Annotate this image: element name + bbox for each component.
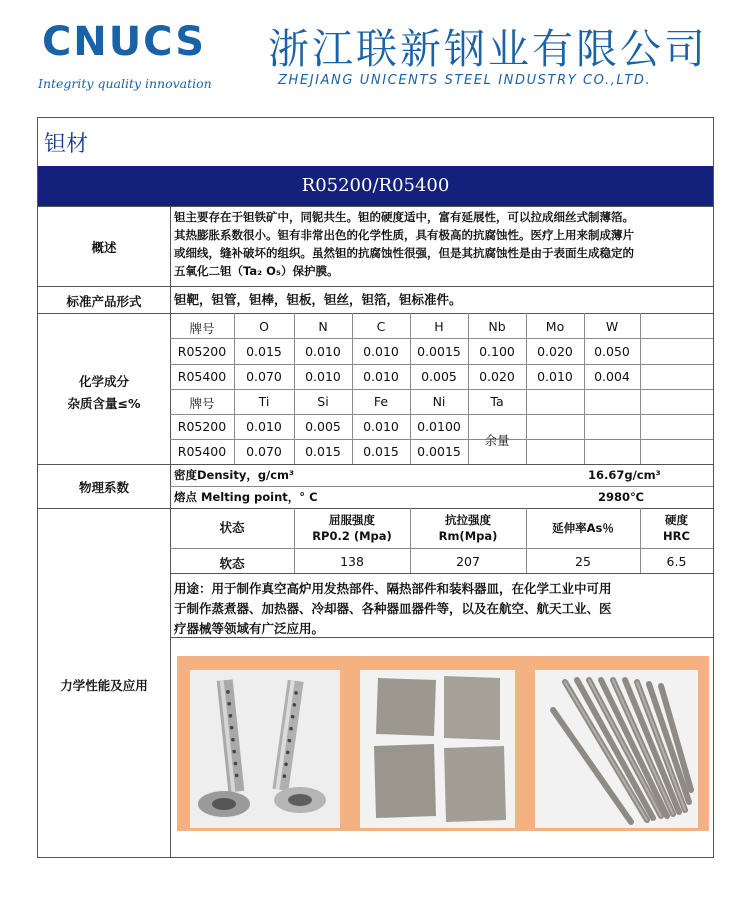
logo-tagline: Integrity quality innovation bbox=[38, 76, 212, 91]
chem-value-cell: 0.020 bbox=[537, 344, 573, 359]
chem-header-cell: Ni bbox=[432, 394, 446, 409]
chem-value-cell: 0.015 bbox=[246, 344, 282, 359]
chem-header-cell: Ti bbox=[258, 394, 270, 409]
chem-value-cell: 0.004 bbox=[594, 369, 630, 384]
chem-value-cell: 0.020 bbox=[479, 369, 515, 384]
product-photo-tantalum-rods bbox=[535, 670, 698, 828]
overview-line-4: 五氧化二钽（Ta₂ O₅）保护膜。 bbox=[174, 264, 339, 278]
product-photo-perforated-tubes bbox=[190, 670, 340, 828]
forms-label: 标准产品形式 bbox=[66, 294, 142, 309]
company-name-cn: 浙江联新钢业有限公司 bbox=[268, 25, 708, 73]
mech-header-elongation: 延伸率As％ bbox=[552, 521, 614, 535]
chem-value-cell: 0.010 bbox=[537, 369, 573, 384]
mech-yield-value: 138 bbox=[340, 554, 364, 569]
overview-line-1: 钽主要存在于钽铁矿中，同铌共生。钽的硬度适中，富有延展性，可以拉成细丝式制薄箔。 bbox=[174, 210, 634, 224]
product-photo-tantalum-plates bbox=[360, 670, 515, 828]
chem-value-cell: 0.005 bbox=[421, 369, 457, 384]
chemistry-label-1: 化学成分 bbox=[78, 374, 129, 389]
mech-hardness-value: 6.5 bbox=[666, 554, 687, 569]
chem-value-cell: 0.0100 bbox=[417, 419, 461, 434]
mech-header-tensile-2: Rm(Mpa) bbox=[438, 529, 498, 543]
chem-header-cell: Fe bbox=[373, 394, 389, 409]
chem-header-cell: O bbox=[259, 319, 269, 334]
company-name-en: ZHEJIANG UNICENTS STEEL INDUSTRY CO.,LTD. bbox=[278, 73, 652, 88]
usage-line-2: 于制作蒸煮器、加热器、冷却器、各种器皿器件等，以及在航空、航天工业、医 bbox=[174, 601, 612, 616]
chem-header-cell: Si bbox=[317, 394, 329, 409]
chem-header-cell: 牌号 bbox=[189, 396, 215, 411]
mechanical-label: 力学性能及应用 bbox=[60, 678, 148, 693]
usage-line-3: 疗器械等领域有广泛应用。 bbox=[174, 621, 325, 636]
usage-line-1: 用途：用于制作真空高炉用发热部件、隔热部件和装料器皿，在化学工业中可用 bbox=[174, 581, 612, 596]
chem-header-cell: W bbox=[605, 319, 619, 334]
chem-value-cell: 0.050 bbox=[594, 344, 630, 359]
chem-value-cell: 0.0015 bbox=[417, 344, 461, 359]
chem-value-cell: 0.010 bbox=[363, 419, 399, 434]
logo-text: CNUCS bbox=[42, 19, 208, 62]
chem-value-cell: 0.010 bbox=[305, 344, 341, 359]
overview-line-3: 或细线，缝补破坏的组织。虽然钽的抗腐蚀性很强，但是其抗腐蚀性是由于表面生成稳定的 bbox=[174, 246, 634, 260]
chem-header-cell: Mo bbox=[545, 319, 565, 334]
chem-header-cell: Ta bbox=[490, 394, 504, 409]
chem-value-cell: R05400 bbox=[177, 444, 227, 459]
overview-label: 概述 bbox=[91, 240, 117, 255]
chem-value-cell: 0.015 bbox=[363, 444, 399, 459]
melting-value: 2980℃ bbox=[598, 490, 644, 504]
mech-elongation-value: 25 bbox=[575, 554, 591, 569]
mech-header-yield-1: 屈服强度 bbox=[329, 513, 375, 527]
chem-value-cell: 0.100 bbox=[479, 344, 515, 359]
physical-label: 物理系数 bbox=[78, 480, 129, 495]
mech-header-yield-2: RP0.2 (Mpa) bbox=[312, 529, 392, 543]
chem-ta-balance: 余量 bbox=[484, 433, 510, 448]
mech-header-hardness-1: 硬度 bbox=[665, 513, 688, 527]
mech-tensile-value: 207 bbox=[456, 554, 480, 569]
chem-value-cell: 0.010 bbox=[305, 369, 341, 384]
chem-value-cell: R05400 bbox=[177, 369, 227, 384]
chem-value-cell: 0.070 bbox=[246, 369, 282, 384]
chem-header-cell: C bbox=[376, 319, 386, 334]
mech-header-state: 状态 bbox=[219, 520, 245, 535]
chem-value-cell: 0.010 bbox=[363, 369, 399, 384]
chem-header-cell: 牌号 bbox=[189, 321, 215, 336]
density-value: 16.67g/cm³ bbox=[588, 468, 661, 482]
chem-value-cell: 0.015 bbox=[305, 444, 341, 459]
chem-value-cell: R05200 bbox=[177, 344, 227, 359]
mech-header-hardness-2: HRC bbox=[663, 529, 690, 543]
chem-value-cell: 0.0015 bbox=[417, 444, 461, 459]
chem-header-cell: Nb bbox=[488, 319, 506, 334]
chem-value-cell: 0.070 bbox=[246, 444, 282, 459]
mech-state-value: 软态 bbox=[219, 556, 245, 571]
page-title: 钽材 bbox=[44, 132, 89, 157]
overview-line-2: 其热膨胀系数很小。钽有非常出色的化学性质，具有极高的抗腐蚀性。医疗上用来制成薄片 bbox=[174, 228, 634, 242]
density-label: 密度Density，g/cm³ bbox=[174, 468, 295, 482]
melting-label: 熔点 Melting point，° C bbox=[174, 490, 318, 504]
company-logo bbox=[40, 18, 210, 62]
mech-header-tensile-1: 抗拉强度 bbox=[445, 513, 491, 527]
forms-text: 钽靶，钽管，钽棒，钽板，钽丝，钽箔，钽标准件。 bbox=[174, 292, 462, 307]
chem-value-cell: 0.010 bbox=[246, 419, 282, 434]
chem-value-cell: 0.010 bbox=[363, 344, 399, 359]
grade-band: R05200/R05400 bbox=[38, 166, 713, 206]
chem-header-cell: N bbox=[318, 319, 328, 334]
chem-value-cell: 0.005 bbox=[305, 419, 341, 434]
chem-header-cell: H bbox=[434, 319, 444, 334]
chemistry-label-2: 杂质含量≤% bbox=[67, 396, 141, 411]
chem-value-cell: R05200 bbox=[177, 419, 227, 434]
